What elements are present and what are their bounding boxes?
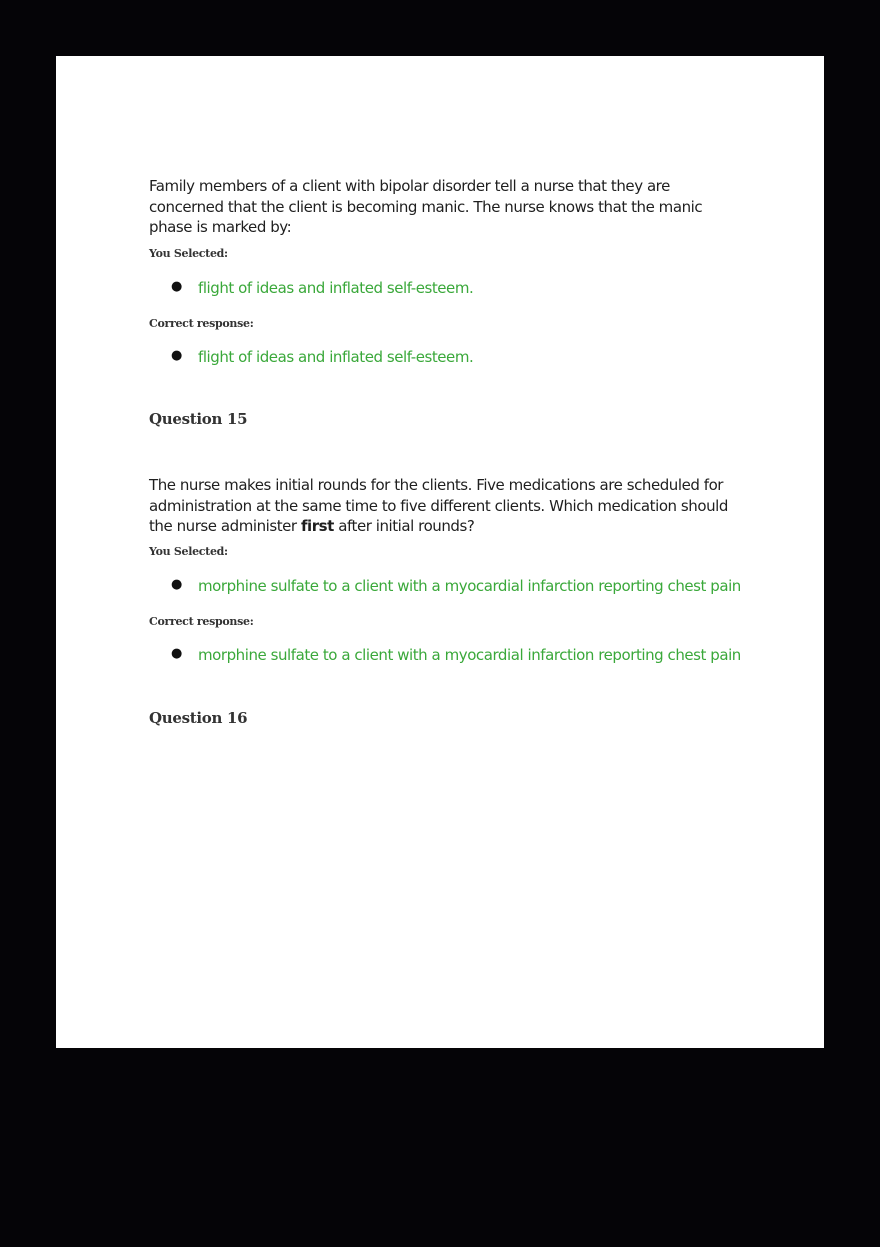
question-text-line: Family members of a client with bipolar disorder tell a nurse that they are [149, 177, 670, 195]
question-15-heading: Question 15 [149, 410, 248, 428]
selected-answer [149, 279, 473, 297]
text-span: the nurse administer [149, 517, 301, 535]
question-text-line: phase is marked by: [149, 218, 292, 236]
you-selected-label: You Selected: [149, 247, 228, 260]
text-span: after initial rounds? [333, 517, 475, 535]
question-14-text [149, 176, 702, 238]
bullet-icon: ● [171, 577, 182, 592]
correct-answer [149, 348, 473, 366]
correct-response-label: Correct response: [149, 317, 254, 330]
bullet-icon: ● [171, 646, 182, 661]
bullet-icon: ● [171, 279, 182, 294]
selected-answer-text: flight of ideas and inflated self-esteem. [198, 279, 474, 297]
selected-answer-text: morphine sulfate to a client with a myocardial infarction reporting chest pain [198, 577, 741, 595]
bullet-icon: ● [171, 348, 182, 363]
document-page [56, 56, 824, 1048]
correct-response-label: Correct response: [149, 615, 254, 628]
correct-answer-text: flight of ideas and inflated self-esteem. [198, 348, 474, 366]
question-text-line: The nurse makes initial rounds for the clients. Five medications are scheduled for [149, 476, 724, 494]
question-text-line: administration at the same time to five different clients. Which medication should [149, 496, 728, 515]
correct-answer-text: morphine sulfate to a client with a myocardial infarction reporting chest pain [198, 646, 741, 664]
you-selected-label: You Selected: [149, 545, 228, 558]
emphasis-first: first [300, 517, 334, 535]
correct-answer [149, 646, 838, 664]
question-text-line [149, 516, 769, 537]
question-15-text [149, 475, 769, 537]
question-16-heading: Question 16 [149, 709, 248, 727]
question-text-line: concerned that the client is becoming manic. The nurse knows that the manic [149, 197, 703, 216]
selected-answer [149, 577, 838, 595]
